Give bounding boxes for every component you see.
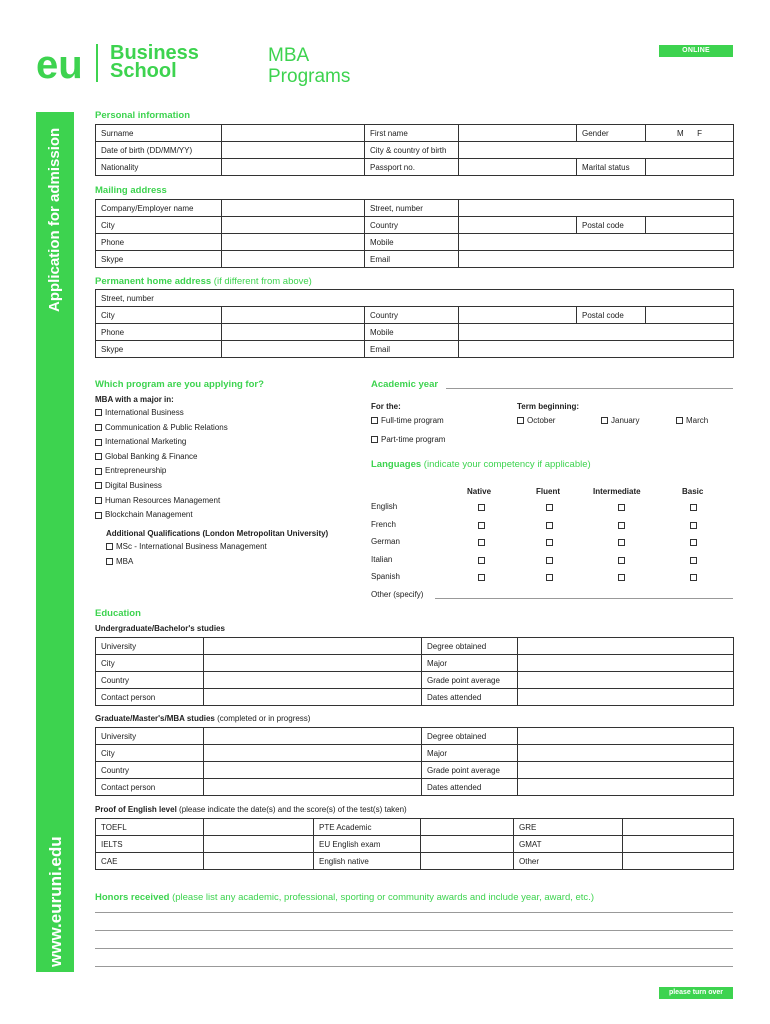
languages-title: Languages (indicate your competency if applicable)	[371, 459, 591, 470]
company-field[interactable]	[222, 200, 365, 217]
dob-field[interactable]	[222, 142, 365, 159]
nationality-label: Nationality	[96, 159, 222, 176]
phone-field[interactable]	[222, 234, 365, 251]
additional-list	[106, 540, 267, 569]
grad-dates-label: Dates attended	[422, 779, 518, 796]
permanent-title-text: Permanent home address	[95, 276, 212, 287]
grad-major-label: Major	[422, 745, 518, 762]
gmat-field[interactable]	[623, 836, 734, 853]
honors-line[interactable]	[95, 912, 733, 913]
grad-gpa-field[interactable]	[518, 762, 734, 779]
checkbox[interactable]	[601, 417, 608, 424]
language-row: German	[371, 535, 731, 553]
program-title-line2: Programs	[268, 66, 351, 87]
checkbox[interactable]	[618, 522, 625, 529]
perm-email-field[interactable]	[459, 341, 734, 358]
checkbox[interactable]	[690, 522, 697, 529]
grad-country-label: Country	[96, 762, 204, 779]
native-label: English native	[314, 853, 421, 870]
perm-country-field[interactable]	[459, 307, 577, 324]
checkbox[interactable]	[618, 539, 625, 546]
academic-year-title: Academic year	[371, 379, 439, 390]
major-option[interactable]: Blockchain Management	[95, 508, 228, 523]
grad-degree-field[interactable]	[518, 728, 734, 745]
mobile-field[interactable]	[459, 234, 734, 251]
checkbox[interactable]	[95, 497, 102, 504]
honors-line[interactable]	[95, 966, 733, 967]
country-field[interactable]	[459, 217, 577, 234]
marital-label: Marital status	[577, 159, 646, 176]
languages-grid	[371, 500, 731, 588]
gender-f[interactable]: F	[697, 128, 702, 138]
postal-label: Postal code	[577, 217, 646, 234]
major-option[interactable]: International Business	[95, 406, 228, 421]
additional-option[interactable]: MBA	[106, 555, 267, 570]
edu-country-field[interactable]	[204, 672, 422, 689]
for-label: For the:	[371, 402, 401, 411]
ielts-field[interactable]	[204, 836, 314, 853]
grad-contact-label: Contact person	[96, 779, 204, 796]
dob-label: Date of birth (DD/MM/YY)	[96, 142, 222, 159]
skype-label: Skype	[96, 251, 222, 268]
edu-country-label: Country	[96, 672, 204, 689]
checkbox[interactable]	[690, 539, 697, 546]
school-name	[110, 44, 199, 80]
major-option[interactable]: Digital Business	[95, 479, 228, 494]
gpa-label: Grade point average	[422, 672, 518, 689]
checkbox[interactable]	[478, 574, 485, 581]
mailing-table	[95, 199, 734, 268]
surname-field[interactable]	[222, 125, 365, 142]
surname-label: Surname	[96, 125, 222, 142]
permanent-table	[95, 289, 734, 358]
perm-postal-field[interactable]	[646, 307, 734, 324]
sidebar	[36, 112, 74, 972]
passport-label: Passport no.	[365, 159, 459, 176]
birthplace-field[interactable]	[459, 142, 734, 159]
sidebar-title: Application for admission	[46, 127, 63, 312]
language-row: Italian	[371, 553, 731, 571]
other-test-label: Other	[514, 853, 623, 870]
perm-mobile-field[interactable]	[459, 324, 734, 341]
english-table	[95, 818, 734, 870]
school-name-line2: School	[110, 60, 177, 82]
company-label: Company/Employer name	[96, 200, 222, 217]
perm-skype-label: Skype	[96, 341, 222, 358]
grad-gpa-label: Grade point average	[422, 762, 518, 779]
perm-city-label: City	[96, 307, 222, 324]
additional-option[interactable]: MSc - International Business Management	[106, 540, 267, 555]
level-intermediate: Intermediate	[593, 487, 641, 496]
ielts-label: IELTS	[96, 836, 204, 853]
checkbox[interactable]	[676, 417, 683, 424]
perm-mobile-label: Mobile	[365, 324, 459, 341]
perm-city-field[interactable]	[222, 307, 365, 324]
checkbox[interactable]	[546, 539, 553, 546]
checkbox[interactable]	[546, 574, 553, 581]
dates-label: Dates attended	[422, 689, 518, 706]
checkbox[interactable]	[95, 453, 102, 460]
checkbox[interactable]	[95, 409, 102, 416]
checkbox[interactable]	[106, 558, 113, 565]
city-label: City	[96, 217, 222, 234]
program-title	[268, 45, 350, 87]
gre-field[interactable]	[623, 819, 734, 836]
term-january[interactable]: January	[601, 414, 639, 429]
first-name-field[interactable]	[459, 125, 577, 142]
university-label: University	[96, 638, 204, 655]
checkbox[interactable]	[690, 557, 697, 564]
toefl-label: TOEFL	[96, 819, 204, 836]
eu-logo-mark	[36, 44, 96, 86]
program-title-line1: MBA	[268, 45, 310, 66]
personal-info-table	[95, 124, 734, 176]
term-label: Term beginning:	[517, 402, 580, 411]
perm-country-label: Country	[365, 307, 459, 324]
major-option[interactable]: Global Banking & Finance	[95, 450, 228, 465]
degree-label: Degree obtained	[422, 638, 518, 655]
honors-title: Honors received (please list any academic, professional, sporting or community awards and include year, award, etc.)	[95, 892, 594, 903]
gre-label: GRE	[514, 819, 623, 836]
checkbox[interactable]	[546, 522, 553, 529]
checkbox[interactable]	[618, 557, 625, 564]
checkbox[interactable]	[478, 557, 485, 564]
birthplace-label: City & country of birth	[365, 142, 459, 159]
honors-line[interactable]	[95, 930, 733, 931]
checkbox[interactable]	[546, 504, 553, 511]
eu-exam-label: EU English exam	[314, 836, 421, 853]
level-basic: Basic	[682, 487, 704, 496]
grad-city-label: City	[96, 745, 204, 762]
skype-field[interactable]	[222, 251, 365, 268]
perm-skype-field[interactable]	[222, 341, 365, 358]
mailing-title: Mailing address	[95, 185, 167, 196]
phone-label: Phone	[96, 234, 222, 251]
checkbox[interactable]	[478, 539, 485, 546]
program-title-question: Which program are you applying for?	[95, 379, 264, 390]
level-native: Native	[467, 487, 492, 496]
contact-label: Contact person	[96, 689, 204, 706]
checkbox[interactable]	[371, 417, 378, 424]
level-fluent: Fluent	[536, 487, 560, 496]
pte-field[interactable]	[421, 819, 514, 836]
checkbox[interactable]	[546, 557, 553, 564]
grad-contact-field[interactable]	[204, 779, 422, 796]
email-field[interactable]	[459, 251, 734, 268]
gender-label: Gender	[577, 125, 646, 142]
checkbox[interactable]	[478, 522, 485, 529]
checkbox[interactable]	[618, 504, 625, 511]
perm-phone-field[interactable]	[222, 324, 365, 341]
school-name-line1: Business	[110, 42, 199, 64]
checkbox[interactable]	[95, 482, 102, 489]
majors-list	[95, 406, 228, 523]
permanent-title-note: (if different from above)	[213, 276, 312, 287]
toefl-field[interactable]	[204, 819, 314, 836]
perm-street-field[interactable]	[96, 290, 734, 307]
other-language-label: Other (specify)	[371, 590, 424, 599]
checkbox[interactable]	[690, 574, 697, 581]
online-badge: ONLINE	[659, 45, 733, 57]
term-march[interactable]: March	[676, 414, 708, 429]
checkbox[interactable]	[478, 504, 485, 511]
street-label: Street, number	[365, 200, 459, 217]
mobile-label: Mobile	[365, 234, 459, 251]
checkbox[interactable]	[95, 439, 102, 446]
checkbox[interactable]	[95, 512, 102, 519]
perm-email-label: Email	[365, 341, 459, 358]
english-title: Proof of English level (please indicate the date(s) and the score(s) of the test(s) taken)	[95, 805, 407, 814]
part-time-option[interactable]: Part-time program	[371, 433, 445, 448]
other-language-line[interactable]	[435, 598, 733, 599]
checkbox[interactable]	[690, 504, 697, 511]
logo-separator	[96, 44, 98, 82]
dates-field[interactable]	[518, 689, 734, 706]
major-label: Major	[422, 655, 518, 672]
perm-postal-label: Postal code	[577, 307, 646, 324]
native-field[interactable]	[421, 853, 514, 870]
personal-info-title: Personal information	[95, 110, 191, 121]
gpa-field[interactable]	[518, 672, 734, 689]
grad-country-field[interactable]	[204, 762, 422, 779]
grad-dates-field[interactable]	[518, 779, 734, 796]
cae-label: CAE	[96, 853, 204, 870]
perm-street-label: Street, number	[101, 293, 154, 303]
marital-field[interactable]	[646, 159, 734, 176]
postal-field[interactable]	[646, 217, 734, 234]
other-test-field[interactable]	[623, 853, 734, 870]
checkbox[interactable]	[95, 468, 102, 475]
turn-over-badge: please turn over	[659, 987, 733, 999]
pte-label: PTE Academic	[314, 819, 421, 836]
checkbox[interactable]	[95, 424, 102, 431]
edu-city-label: City	[96, 655, 204, 672]
major-option[interactable]: Human Resources Management	[95, 494, 228, 509]
gender-field[interactable]	[646, 125, 734, 142]
contact-field[interactable]	[204, 689, 422, 706]
term-october[interactable]: October	[517, 414, 555, 429]
undergrad-table	[95, 637, 734, 706]
eu-exam-field[interactable]	[421, 836, 514, 853]
sidebar-url: www.euruni.edu	[46, 836, 65, 967]
undergrad-title: Undergraduate/Bachelor's studies	[95, 624, 225, 633]
full-time-option[interactable]: Full-time program	[371, 414, 444, 429]
gender-m[interactable]: M	[677, 128, 684, 138]
country-label: Country	[365, 217, 459, 234]
gmat-label: GMAT	[514, 836, 623, 853]
degree-field[interactable]	[518, 638, 734, 655]
email-label: Email	[365, 251, 459, 268]
first-name-label: First name	[365, 125, 459, 142]
checkbox[interactable]	[517, 417, 524, 424]
major-option[interactable]: Entrepreneurship	[95, 464, 228, 479]
grad-table	[95, 727, 734, 796]
logo-text: eu	[36, 44, 83, 86]
additional-qual-label: Additional Qualifications (London Metropolitan University)	[106, 529, 329, 538]
major-option[interactable]: Communication & Public Relations	[95, 421, 228, 436]
honors-line[interactable]	[95, 948, 733, 949]
checkbox[interactable]	[371, 436, 378, 443]
grad-university-field[interactable]	[204, 728, 422, 745]
nationality-field[interactable]	[222, 159, 365, 176]
permanent-title	[95, 276, 312, 287]
grad-city-field[interactable]	[204, 745, 422, 762]
edu-city-field[interactable]	[204, 655, 422, 672]
cae-field[interactable]	[204, 853, 314, 870]
major-option[interactable]: International Marketing	[95, 435, 228, 450]
language-row: English	[371, 500, 731, 518]
major-field[interactable]	[518, 655, 734, 672]
grad-major-field[interactable]	[518, 745, 734, 762]
grad-title: Graduate/Master's/MBA studies (completed or in progress)	[95, 714, 311, 723]
grad-degree-label: Degree obtained	[422, 728, 518, 745]
passport-field[interactable]	[459, 159, 577, 176]
grad-university-label: University	[96, 728, 204, 745]
language-row: French	[371, 518, 731, 536]
language-row: Spanish	[371, 570, 731, 588]
checkbox[interactable]	[618, 574, 625, 581]
mba-major-label: MBA with a major in:	[95, 395, 174, 404]
city-field[interactable]	[222, 217, 365, 234]
checkbox[interactable]	[106, 543, 113, 550]
perm-phone-label: Phone	[96, 324, 222, 341]
academic-year-line[interactable]	[446, 388, 733, 389]
street-field[interactable]	[459, 200, 734, 217]
education-title: Education	[95, 608, 141, 619]
university-field[interactable]	[204, 638, 422, 655]
